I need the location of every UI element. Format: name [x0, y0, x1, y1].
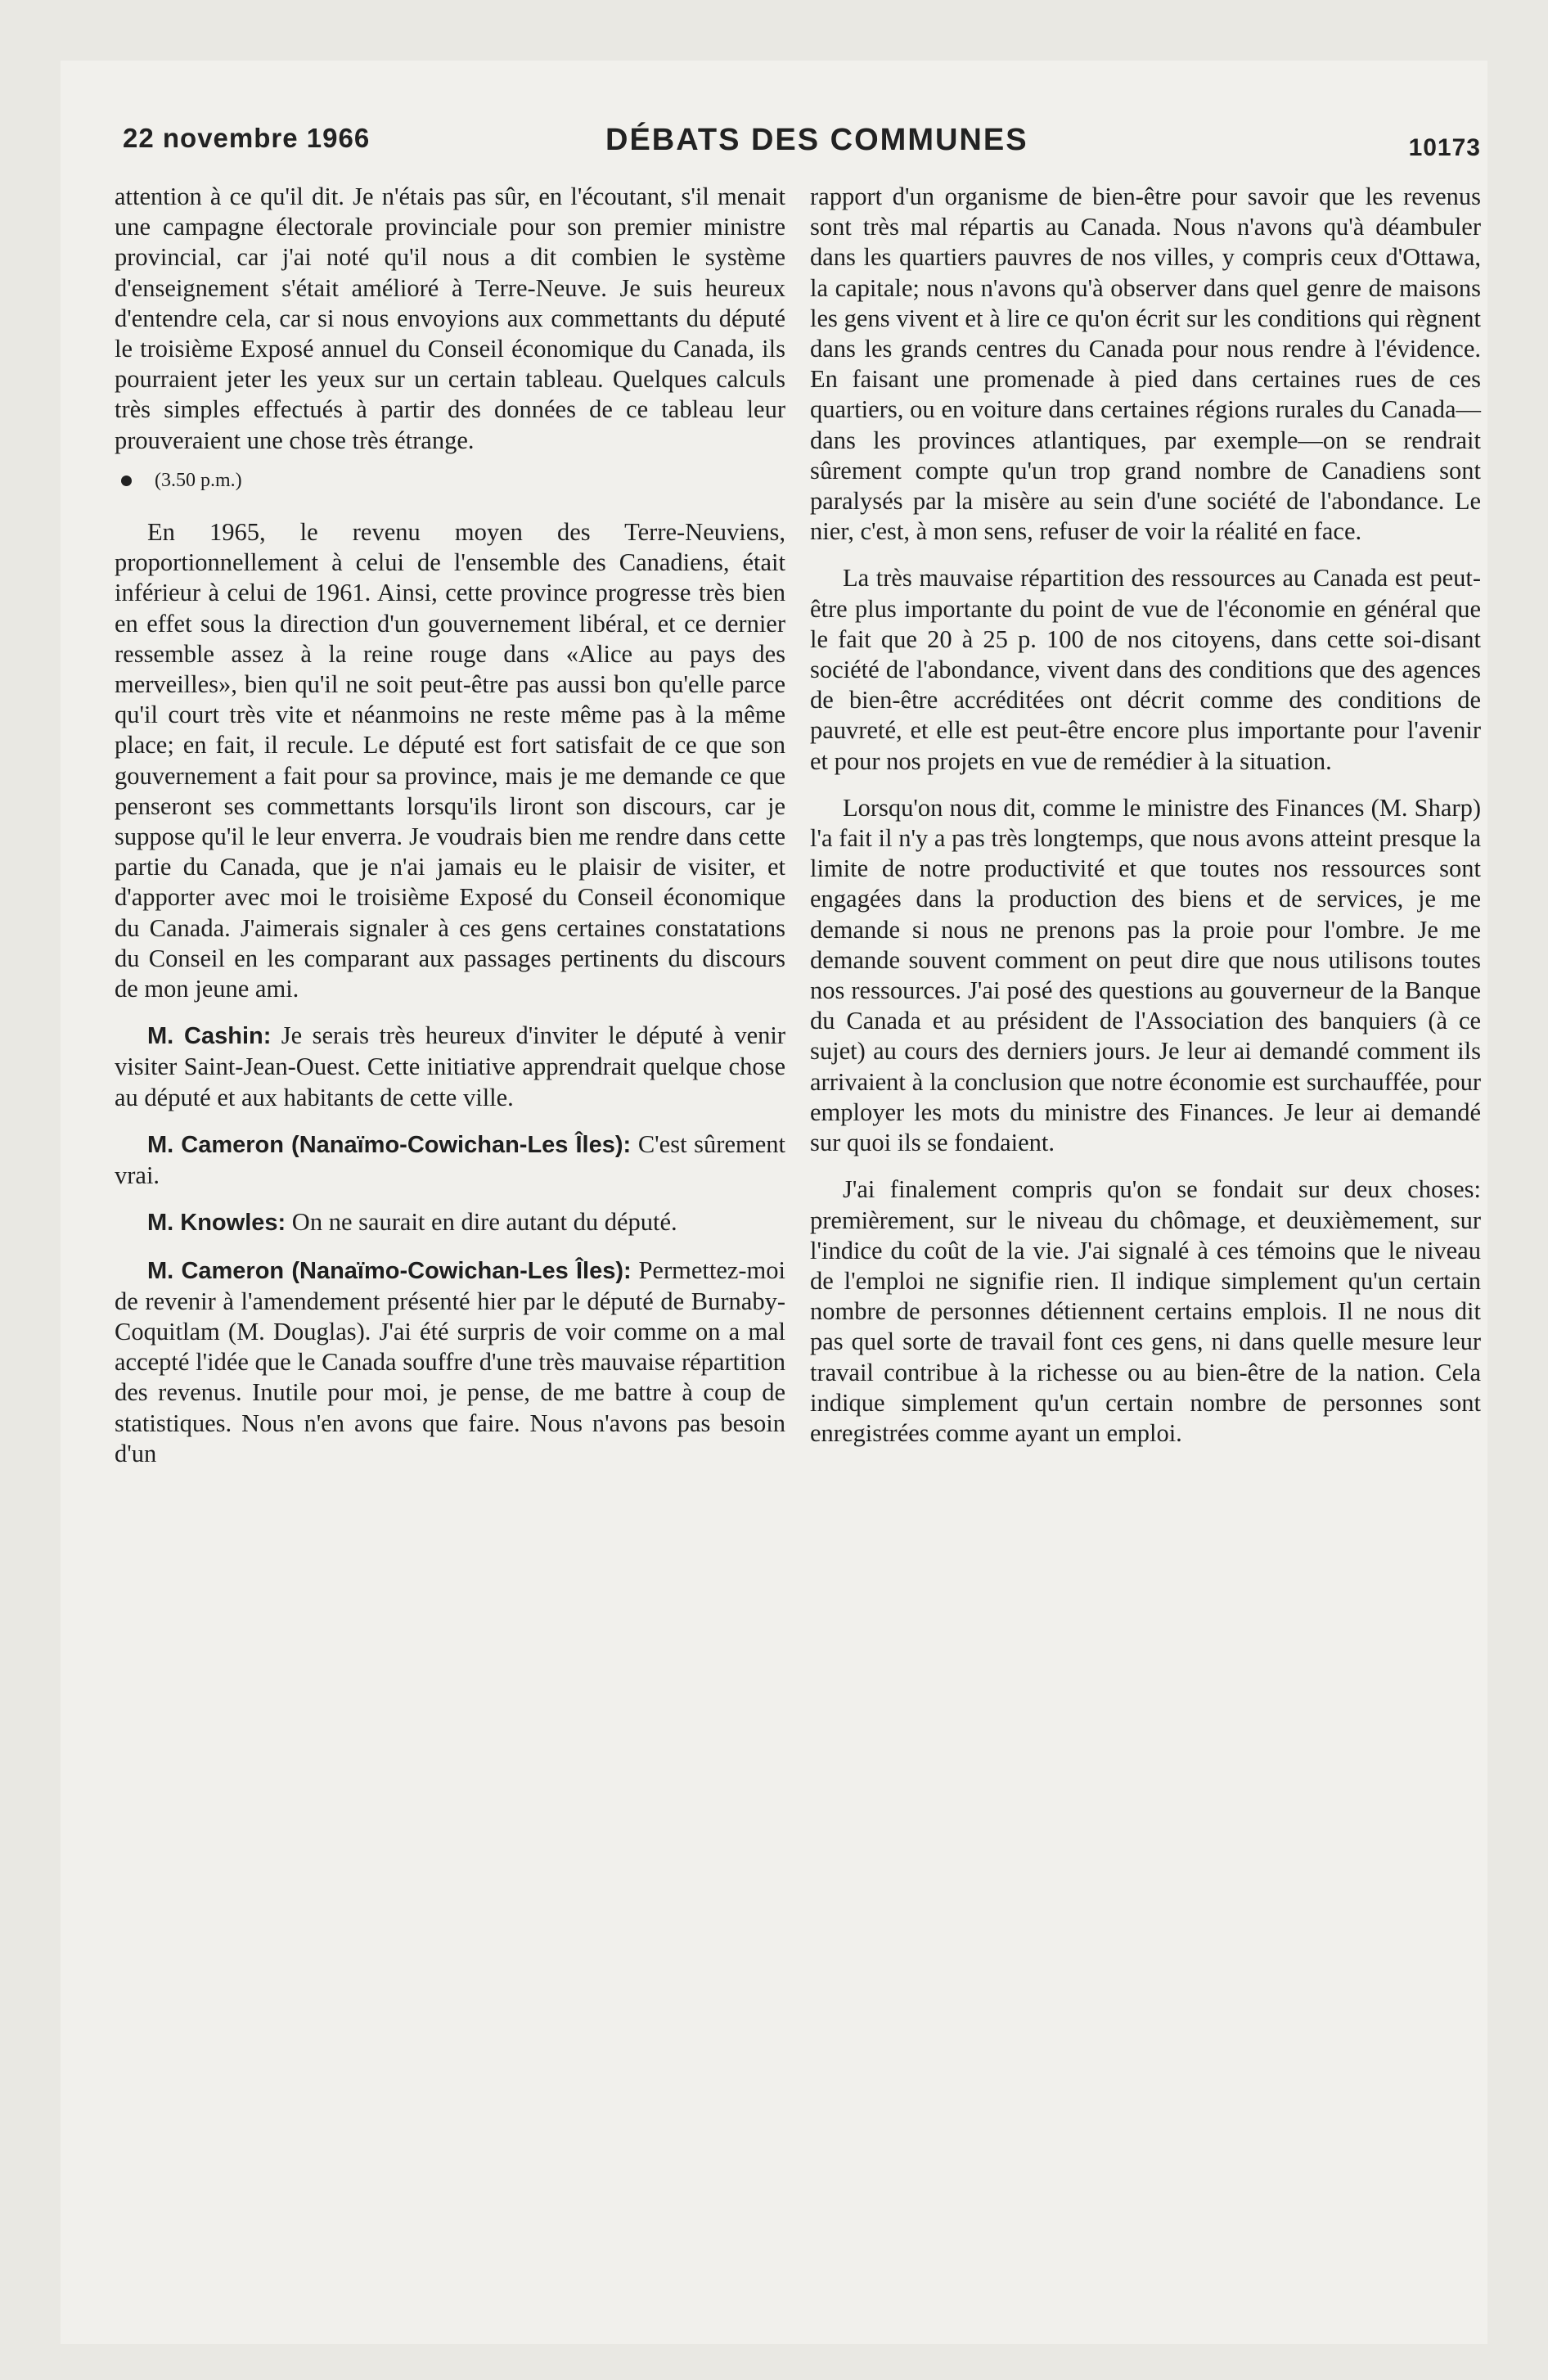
paragraph: Lorsqu'on nous dit, comme le ministre des Finances (M. Sharp) l'a fait il n'y a pas très longtemps, que nous avons atteint presque la limite de notre productivité et que toutes nos ressources sont engagées dans la production des biens et de services, je me demande si nous ne prenons pas la proie pour l'ombre. Je me demande souvent comment on peut dire que nous utilisons toutes nos ressources. J'ai posé des questions au gouverneur de la Banque du Canada et au président de l'Association des banquiers (à ce sujet) au cours des derniers jours. Je leur ai demandé comment ils arrivaient à la conclusion que notre économie est surchauffée, pour employer les mots du ministre des Finances. Je leur ai demandé sur quoi ils se fondaient. [810, 793, 1481, 1157]
paragraph: attention à ce qu'il dit. Je n'étais pas sûr, en l'écoutant, s'il menait une campagne électorale provinciale pour son premier ministre provincial, car j'ai noté qu'il nous a dit combien le système d'enseignement s'était amélioré à Terre-Neuve. Je suis heureux d'entendre cela, car si nous envoyions aux commettants du député le troisième Exposé annuel du Conseil économique du Canada, ils pourraient jeter les yeux sur un certain tableau. Quelques calculs très simples effectués à partir des données de ce tableau leur prouveraient une chose très étrange. [115, 183, 785, 454]
bullet-icon [121, 476, 132, 486]
page-header [123, 123, 1481, 164]
speaker-name: M. Cameron (Nanaïmo-Cowichan-Les Îles): [147, 1131, 632, 1158]
speaker-name: M. Knowles: [147, 1210, 286, 1237]
speech-text: Permettez-moi de revenir à l'amendement présenté hier par le député de Burnaby-Coquitlam (M. Douglas). J'ai été surpris de voir comme on a mal accepté l'idée que le Canada souffre d'une très mauvaise répartition des revenus. Inutile pour moi, je pense, de me battre à coup de statistiques. Nous n'en avons que faire. Nous n'avons pas besoin d'un [115, 1255, 785, 1467]
header-title: DÉBATS DES COMMUNES [605, 123, 1028, 157]
speech [115, 1021, 785, 1113]
speaker-name: M. Cameron (Nanaïmo-Cowichan-Les Îles): [147, 1257, 632, 1284]
paragraph: rapport d'un organisme de bien-être pour savoir que les revenus sont très mal répartis au Canada. Nous n'avons qu'à déambuler dans les quartiers pauvres de nos villes, y compris ceux d'Ottawa, la capitale; nous n'avons qu'à observer dans quel genre de maisons les gens vivent et à lire ce qu'on écrit sur les conditions qui règnent dans les grands centres du Canada pour nous rendre à l'évidence. En faisant une promenade à pied dans certaines rues de ces quartiers, ou en voiture dans certaines régions rurales du Canada—dans les provinces atlantiques, par exemple—on se rendrait sûrement compte qu'un trop grand nombre de Canadiens sont paralysés par la misère au sein d'une société de l'abondance. Le nier, c'est, à mon sens, refuser de voir la réalité en face. [810, 183, 1481, 546]
speech-text: Je serais très heureux d'inviter le député à venir visiter Saint-Jean-Ouest. Cette initiative apprendrait quelque chose au député et aux habitants de cette ville. [115, 1021, 785, 1111]
paragraph: En 1965, le revenu moyen des Terre-Neuviens, proportionnellement à celui de l'ensemble des Canadiens, était inférieur à celui de 1961. Ainsi, cette province progresse très bien en effet sous la direction d'un gouvernement libéral, et ce dernier ressemble assez à la reine rouge dans «Alice au pays des merveilles», bien qu'il ne soit peut-être pas aussi bon qu'elle parce qu'il court très vite et néanmoins ne reste même pas à la même place; en fait, il recule. Le député est fort satisfait de ce que son gouvernement a fait pour sa province, mais je me demande ce que penseront ses commettants lorsqu'ils liront son discours, car je suppose qu'il le leur enverra. Je voudrais bien me rendre dans cette partie du Canada, que je n'ai jamais eu le plaisir de visiter, et d'apporter avec moi le troisième Exposé du Conseil économique du Canada. J'aimerais signaler à ces gens certaines constatations du Conseil en les comparant aux passages pertinents du discours de mon jeune ami. [115, 518, 785, 1003]
paragraph: J'ai finalement compris qu'on se fondait sur deux choses: premièrement, sur le niveau du chômage, et deuxièmement, sur l'indice du coût de la vie. J'ai signalé à ces témoins que le niveau de l'emploi ne signifie rien. Il indique simplement qu'un certain nombre de personnes détiennent certains emplois. Il ne nous dit pas quel sorte de travail font ces gens, ni dans quelle mesure leur travail contribue à la richesse ou au bien-être de la nation. Cela indique simplement qu'un certain nombre de personnes sont enregistrées comme ayant un emploi. [810, 1175, 1481, 1447]
left-column [115, 182, 785, 1485]
speech [115, 1129, 785, 1191]
speech [115, 1207, 785, 1238]
timestamp-text: (3.50 p.m.) [155, 469, 242, 491]
timestamp [115, 466, 785, 496]
paragraph: La très mauvaise répartition des ressources au Canada est peut-être plus importante du point de vue de l'économie en général que le fait que 20 à 25 p. 100 de nos citoyens, dans cette soi-disant société de l'abondance, vivent dans des conditions que des agences de bien-être accréditées ont décrit comme des conditions de pauvreté, et elle est peut-être encore plus importante pour l'avenir et pour nos projets en vue de remédier à la situation. [810, 564, 1481, 775]
speech-text: On ne saurait en dire autant du député. [286, 1208, 677, 1237]
header-date: 22 novembre 1966 [123, 123, 371, 153]
page-number: 10173 [1408, 134, 1481, 161]
speaker-name: M. Cashin: [147, 1023, 272, 1050]
speech [115, 1255, 785, 1469]
right-column [810, 182, 1481, 1465]
speech-text: C'est sûrement vrai. [115, 1129, 785, 1190]
